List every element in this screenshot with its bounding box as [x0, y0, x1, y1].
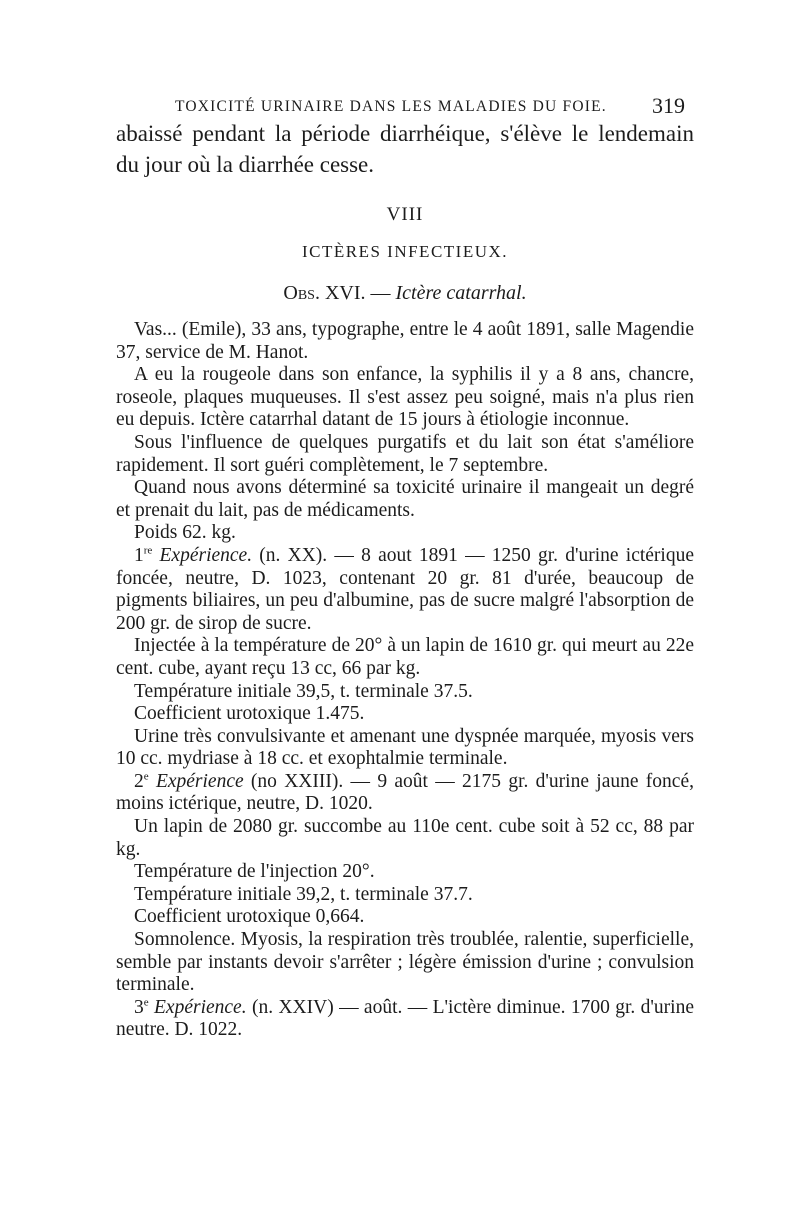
experience-3-ordinal: 3 — [134, 996, 144, 1018]
running-title: TOXICITÉ URINAIRE DANS LES MALADIES DU FOIE. — [175, 98, 607, 115]
paragraph-history: A eu la rougeole dans son enfance, la syphilis il y a 8 ans, chancre, roseole, plaques muqueuses. Il s'est assez peu soigné, mais n'a plus rien eu depuis. Ictère catarrhal datant de 15 jours à étiologie inconnue. — [116, 364, 694, 431]
paragraph-temperature-1: Température initiale 39,5, t. terminale 37.5. — [134, 680, 473, 702]
paragraph-symptoms-1: Urine très convulsivante et amenant une dyspnée marquée, myosis vers 10 cc. mydriase à 18 cc. et exophtalmie terminale. — [116, 725, 694, 770]
paragraph-regime: Quand nous avons déterminé sa toxicité urinaire il mangeait un degré et prenait du lait, pas de médicaments. — [116, 477, 694, 521]
paragraph-patient: Vas... (Emile), 33 ans, typographe, entre le 4 août 1891, salle Magendie 37, service de M. Hanot. — [116, 319, 694, 363]
observation-title: Ictère catarrhal. — [395, 282, 527, 304]
paragraph-weight: Poids 62. kg. — [134, 522, 236, 544]
observation-heading — [116, 282, 694, 305]
body-text — [116, 118, 694, 1042]
experience-3-text: (n. XXIV) — août. — L'ictère diminue. 1700 gr. d'urine neutre. D. 1022. — [116, 996, 694, 1041]
experience-2-ordinal-suffix: e — [143, 770, 149, 783]
experience-2-title: Expérience — [155, 770, 244, 792]
paragraph-symptoms-2: Somnolence. Myosis, la respiration très troublée, ralentie, superficielle, semble par instants devoir s'arrêter ; légère émission d'urine ; convulsion terminale. — [116, 929, 694, 996]
paragraph-injection-temperature: Température de l'injection 20°. — [134, 861, 375, 883]
paragraph-injection-2: Un lapin de 2080 gr. succombe au 110e cent. cube soit à 52 cc, 88 par kg. — [116, 816, 694, 860]
experience-3-ordinal-suffix: e — [143, 996, 149, 1009]
experience-1-ordinal: 1 — [134, 544, 144, 566]
experience-2-ordinal: 2 — [134, 770, 144, 792]
experience-1-text: (n. XX). — 8 aout 1891 — 1250 gr. d'urine ictérique foncée, neutre, D. 1023, contenant 20 gr. 81 d'urée, beaucoup de pigments biliaires, un peu d'albumine, pas de sucre malgré l'absorption de 200 gr. de sirop de sucre. — [116, 544, 695, 634]
intro-paragraph: abaissé pendant la période diarrhéique, s'élève le lendemain du jour où la diarrhée cesse. — [116, 121, 694, 177]
observation-label: Obs. XVI. — — [283, 282, 391, 304]
experience-3-title: Expérience. — [154, 996, 247, 1018]
experience-1-title: Expérience. — [159, 544, 253, 566]
section-title: ICTÈRES INFECTIEUX. — [301, 242, 509, 261]
page-number: 319 — [652, 93, 685, 118]
paragraph-experience-3 — [116, 997, 694, 1042]
section-number: VIII — [386, 204, 424, 225]
paragraph-coefficient-1: Coefficient urotoxique 1.475. — [134, 703, 365, 725]
paragraph-experience-2 — [116, 771, 694, 816]
paragraph-temperature-2: Température initiale 39,2, t. terminale 37.7. — [134, 883, 473, 905]
paragraph-evolution: Sous l'influence de quelques purgatifs et du lait son état s'améliore rapidement. Il sort guéri complètement, le 7 septembre. — [116, 431, 694, 476]
paragraph-experience-1 — [116, 545, 694, 635]
experience-2-text: (no XXIII). — 9 août — 2175 gr. d'urine jaune foncé, moins ictérique, neutre, D. 1020. — [116, 770, 694, 815]
paragraph-coefficient-2: Coefficient urotoxique 0,664. — [134, 906, 365, 928]
experience-1-ordinal-suffix: re — [143, 544, 153, 557]
paragraph-injection-1: Injectée à la température de 20° à un lapin de 1610 gr. qui meurt au 22e cent. cube, ayant reçu 13 cc, 66 par kg. — [116, 635, 694, 679]
